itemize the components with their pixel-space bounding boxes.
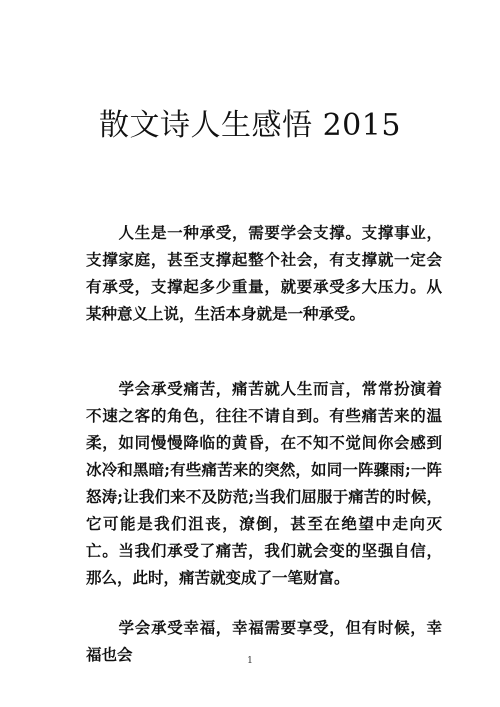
document-title: 散文诗人生感悟 2015 — [99, 108, 401, 144]
paragraph-bearing-pain: 学会承受痛苦，痛苦就人生而言，常常扮演着不速之客的角色，往往不请自到。有些痛苦来的温柔，如同慢慢降临的黄昏，在不知不觉间你会感到冰冷和黑暗;有些痛苦来的突然，如同一阵骤雨;一阵怒涛;让我们来不及防范;当我们屈服于痛苦的时候，它可能是我们沮丧，潦倒，甚至在绝望中走向灭亡。当我们承受了痛苦，我们就会变的坚强自信，那么，此时，痛苦就变成了一笔财富。 — [86, 379, 442, 587]
paragraph-bearing-happiness: 学会承受幸福，幸福需要享受，但有时候，幸福也会 — [86, 618, 442, 664]
paragraph-bearing-life: 人生是一种承受，需要学会支撑。支撑事业，支撑家庭，甚至支撑起整个社会，有支撑就一定会有承受，支撑起多少重量，就要承受多大压力。从某种意义上说，生活本身就是一种承受。 — [86, 223, 442, 323]
page-number: 1 — [247, 656, 253, 666]
